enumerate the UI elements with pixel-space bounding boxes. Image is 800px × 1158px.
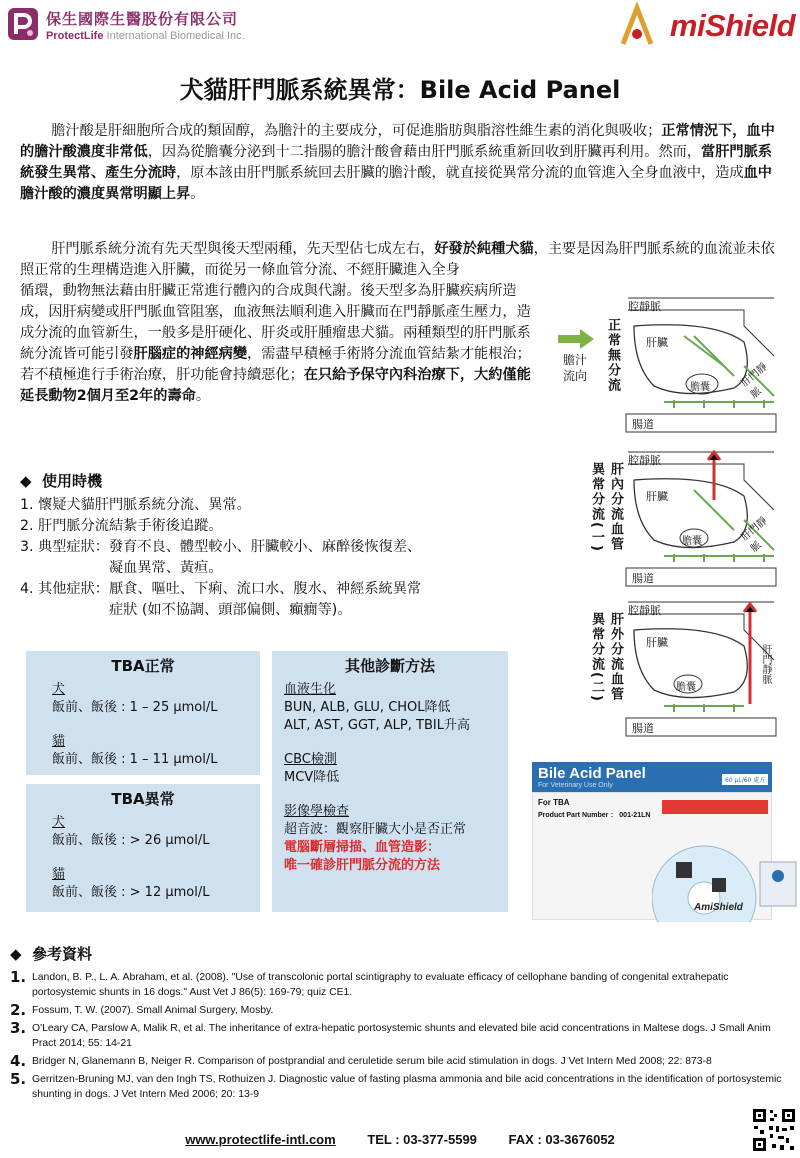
list-item: 1. Landon, B. P., L. A. Abraham, et al. (2008). "Use of transcolonic portal scintigraphy to evaluate efficacy of cellophane banding of congenital extrahepatic portosystemic shunts in 16 dogs." Aust Vet J 86(5): 169-79; quiz CE1. — [10, 968, 729, 998]
intro-paragraph-1: 膽汁酸是肝細胞所合成的類固醇，為膽汁的主要成分，可促進脂肪與脂溶性維生素的消化與吸收；正常情況下，血中的膽汁酸濃度非常低，因為從膽囊分泌到十二指腸的膽汁酸會藉由肝門脈系統重新回收到肝臟再利用。然而，當肝門脈系統發生異常、產生分流時，原本該由肝門脈系統回去肝臟的膽汁酸，就直接從異常分流的血管進入全身血液中，造成血中膽汁酸的濃度異常明顯上昇。 — [20, 123, 775, 202]
gallbladder-label: 膽囊 — [690, 382, 710, 393]
bile-flow-label: 膽汁流向 — [562, 353, 587, 383]
product-brand: AmiShield — [694, 902, 743, 913]
cbc-label: CBC檢測 — [284, 752, 337, 767]
list-item: 2. 肝門脈分流結紮手術後追蹤。 — [20, 518, 223, 534]
cat-label: 貓 — [52, 867, 66, 882]
list-item: 1. 懷疑犬貓肝門脈系統分流、異常。 — [20, 497, 251, 513]
tba-abnormal-cat-value: 飯前、飯後 : > 12 μmol/L — [52, 885, 210, 900]
tba-abnormal-dog-value: 飯前、飯後 : > 26 μmol/L — [52, 833, 210, 848]
footer — [0, 1132, 800, 1147]
references-heading: ◆ 參考資料 — [10, 945, 92, 963]
fax-number: FAX : 03-3676052 — [508, 1132, 615, 1147]
page-title: 犬貓肝門脈系統異常：Bile Acid Panel — [179, 76, 621, 104]
references-section — [10, 943, 790, 1105]
intestine-label: 腸道 — [632, 572, 654, 585]
tba-abnormal-box — [26, 784, 260, 912]
biochem-line: BUN, ALB, GLU, CHOL降低 — [284, 700, 451, 715]
tba-normal-cat-value: 飯前、飯後 : 1 – 11 μmol/L — [52, 752, 218, 767]
website-link[interactable]: www.protectlife-intl.com — [185, 1132, 336, 1147]
product-name: Bile Acid Panel — [538, 765, 646, 782]
product-for: For TBA — [538, 798, 570, 807]
biochem-label: 血液生化 — [284, 682, 337, 697]
tba-abnormal-heading: TBA異常 — [111, 790, 175, 808]
list-item: 4. 其他症狀：厭食、嘔吐、下痢、流口水、腹水、神經系統異常 — [20, 581, 422, 597]
list-item: 2. Fossum, T. W. (2007). Small Animal Surgery, Mosby. — [10, 1001, 274, 1019]
intestine-label: 腸道 — [632, 418, 654, 431]
usage-list — [20, 495, 550, 621]
qr-code-icon[interactable] — [752, 1108, 796, 1152]
diagram-intrahepatic-shunt — [624, 450, 780, 590]
brand-name: miShield — [669, 8, 796, 43]
gallbladder-label: 膽囊 — [676, 682, 696, 693]
references-list — [10, 970, 790, 1102]
tba-normal-dog-value: 飯前、飯後 : 1 – 25 μmol/L — [52, 700, 218, 715]
portal-vein-label: 肝門靜脈 — [739, 361, 770, 401]
diagram-extrahepatic-shunt — [624, 600, 780, 740]
product-image — [532, 762, 800, 922]
vena-cava-label: 腔靜脈 — [628, 604, 661, 617]
vena-cava-label: 腔靜脈 — [628, 300, 661, 313]
cbc-line: MCV降低 — [284, 770, 340, 785]
portal-diagram-extrahepatic-icon — [624, 600, 780, 740]
imaging-line: 超音波：觀察肝臟大小是否正常 — [284, 822, 467, 837]
intro-paragraph-3: 循環，動物無法藉由肝臟正常進行體內的合成與代謝。後天型多為肝臟疾病所造成，因肝病變或肝門脈血管阻塞，血液無法順利進入肝臟而在門靜脈產生壓力，造成分流的血管新生，一般多是肝硬化、肝炎或肝腫瘤患犬貓。兩種類型的肝門脈系統分流皆可能引發肝腦症的神經病變，需盡早積極手術將分流血管結紮才能根治；若不積極進行手術治療，肝功能會持續惡化；在只給予保守內科治療下，大約僅能延長動物2個月至2年的壽命。 — [20, 283, 531, 404]
diagram-3-label-a: 異常分流(二) — [589, 612, 604, 703]
liver-label: 肝臟 — [646, 490, 668, 503]
list-item: 凝血異常、黃疸。 — [38, 560, 223, 576]
portal-vein-label: 肝門靜脈 — [760, 644, 771, 684]
list-item: 症狀 (如不協調、頭部偏側、癲癇等)。 — [38, 602, 352, 618]
product-part: Product Part Number ： 001-21LN — [538, 812, 651, 819]
company-name-cn: 保生國際生醫股份有限公司 — [46, 10, 239, 28]
tba-normal-box — [26, 651, 260, 775]
protectlife-logo-icon — [6, 6, 40, 42]
portal-vein-label: 肝門靜脈 — [739, 515, 770, 555]
intestine-label: 腸道 — [632, 722, 654, 735]
other-diagnosis-heading: 其他診斷方法 — [344, 657, 435, 675]
bile-flow-arrow-icon — [556, 328, 596, 350]
phone-number: TEL : 03-377-5599 — [367, 1132, 477, 1147]
intro-paragraph-2: 肝門脈系統分流有先天型與後天型兩種，先天型佔七成左右，好發於純種犬貓，主要是因為肝門脈系統的血流並未依照正常的生理構造進入肝臟，而從另一條血管分流、不經肝臟進入全身 — [20, 241, 775, 278]
list-item: 3. 典型症狀：發育不良、體型較小、肝臟較小、麻醉後恢復差、 — [20, 539, 422, 555]
usage-heading: ◆ 使用時機 — [20, 472, 102, 490]
list-item: 5. Gerritzen-Bruning MJ, van den Ingh TS, Rothuizen J. Diagnostic value of fasting plasma ammonia and bile acid concentrations in the identification of portosystemic shunting in dogs. J Vet Intern Med 2006; 20: 13-9 — [10, 1070, 782, 1100]
liver-label: 肝臟 — [646, 636, 668, 649]
diagram-2-label-a: 異常分流(一) — [589, 462, 604, 553]
product-qty: 60 μL/60 處方 — [722, 774, 768, 785]
other-diagnosis-box — [272, 651, 508, 912]
imaging-highlight: 唯一確診肝門脈分流的方法 — [284, 858, 441, 873]
diagram-1-label: 正常無分流 — [605, 318, 620, 393]
gallbladder-label: 膽囊 — [682, 536, 702, 547]
tba-normal-heading: TBA正常 — [111, 657, 175, 675]
dog-label: 犬 — [52, 682, 66, 697]
cat-label: 貓 — [52, 734, 66, 749]
biochem-line: ALT, AST, GGT, ALP, TBIL升高 — [284, 718, 470, 733]
list-item: 3. O'Leary CA, Parslow A, Malik R, et al. The inheritance of extra-hepatic portosystemic shunts and elevated bile acid concentrations in Maltese dogs. J Small Anim Pract 2014; 55: 14-21 — [10, 1019, 771, 1049]
dog-label: 犬 — [52, 815, 66, 830]
liver-label: 肝臟 — [646, 336, 668, 349]
usage-section — [20, 470, 550, 621]
diagram-3-label-b: 肝外分流血管 — [608, 612, 623, 702]
product-sub: For Veterinary Use Only — [538, 782, 613, 789]
diagram-2-label-b: 肝內分流血管 — [608, 462, 623, 552]
list-item: 4. Bridger N, Glanemann B, Neiger R. Comparison of postprandial and ceruletide serum bile acid stimulation in dogs. J Vet Intern Med 2008; 22: 873-8 — [10, 1052, 712, 1070]
company-name-en: ProtectLife International Biomedical Inc. — [46, 30, 245, 42]
vena-cava-label: 腔靜脈 — [628, 454, 661, 467]
imaging-label: 影像學檢查 — [284, 804, 350, 819]
imaging-highlight: 電腦斷層掃描、血管造影： — [284, 840, 441, 855]
diagram-normal — [624, 296, 780, 436]
